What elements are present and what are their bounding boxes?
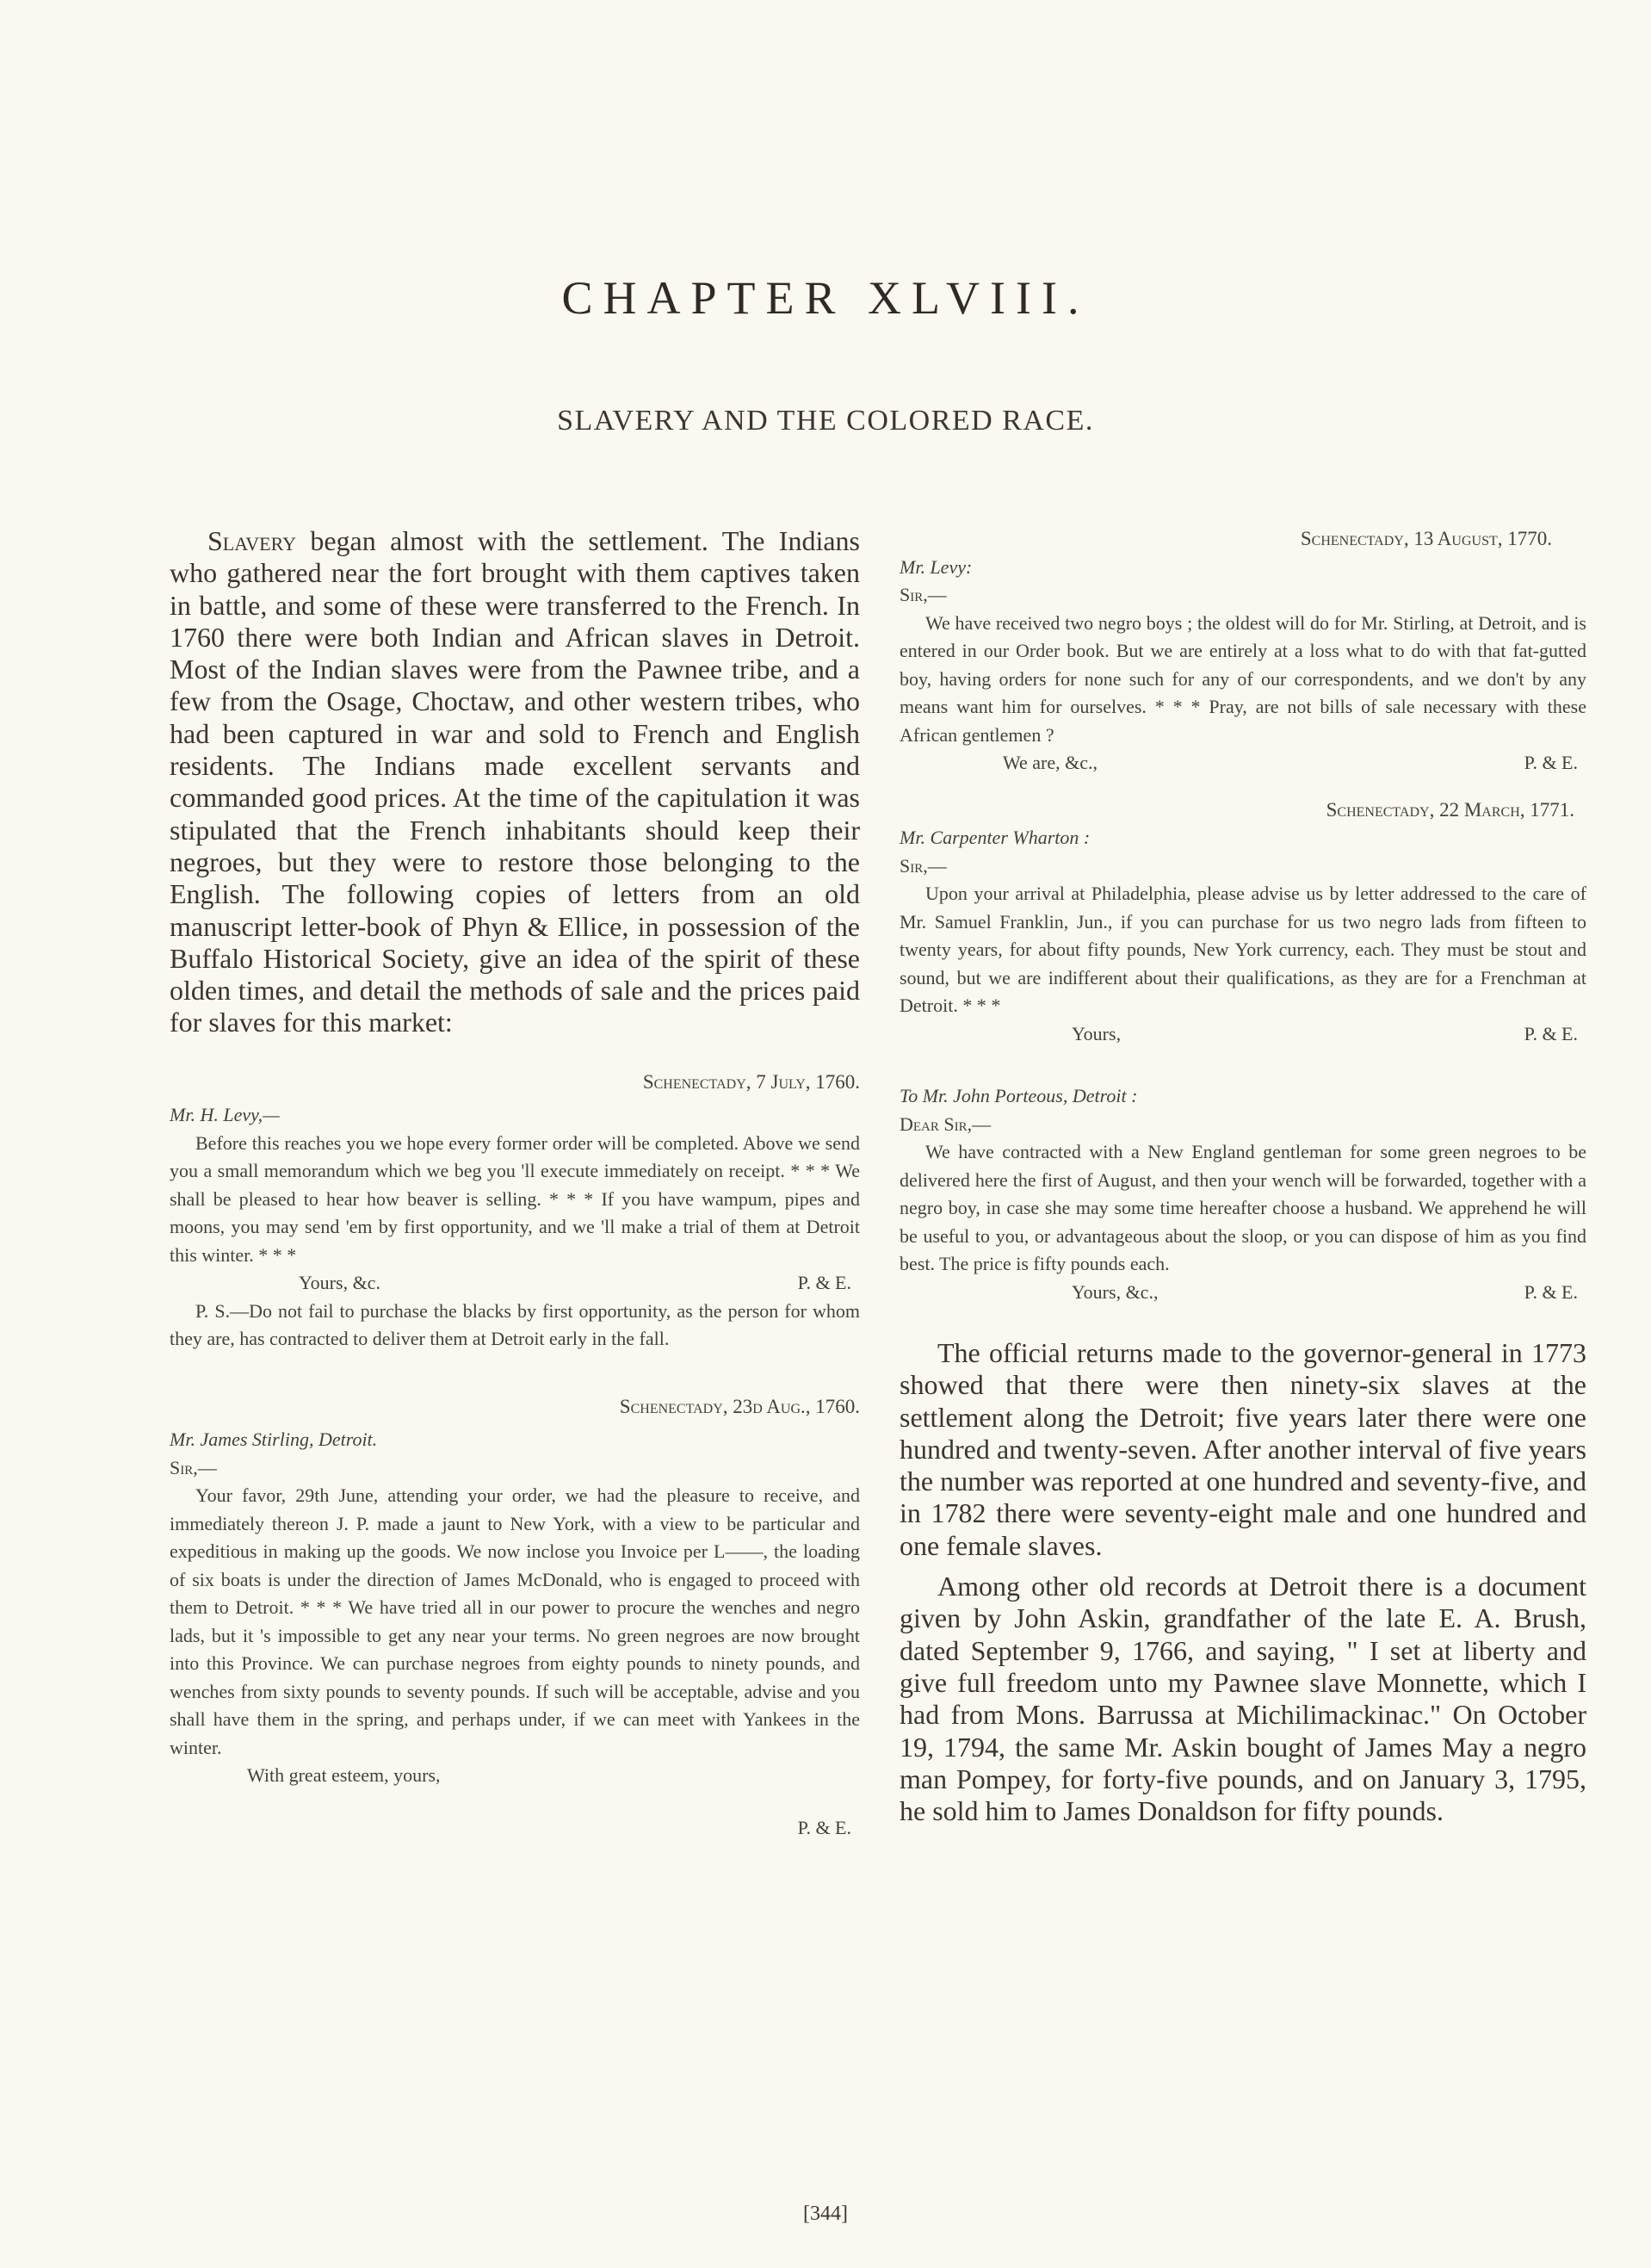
letter-wharton-1771 bbox=[900, 796, 1586, 1049]
letter-signoff bbox=[900, 749, 1586, 778]
letter-salutation: Sir,— bbox=[170, 1456, 217, 1478]
right-column bbox=[900, 525, 1586, 1827]
letter-signoff bbox=[900, 1279, 1586, 1307]
letter-closing: Yours, &c. bbox=[299, 1272, 380, 1294]
letter-addressee: To Mr. John Porteous, Detroit : bbox=[900, 1085, 1138, 1106]
letter-levy-1770 bbox=[900, 525, 1586, 778]
letter-porteous bbox=[900, 1082, 1586, 1306]
letter-body: We have contracted with a New England gentleman for some green negroes to be delivered here the first of August, and then your wench will be forwarded, together with a negro boy, in case she may some time hereafter choose a husband. We apprehend he will be useful to you, or advantageous about the sloop, or you can dispose of him as you find best. The price is fifty pounds each. bbox=[900, 1141, 1586, 1274]
letter-dateline: Schenectady, 13 August, 1770. bbox=[1300, 528, 1552, 549]
letter-signoff bbox=[170, 1269, 860, 1298]
letter-levy-1760 bbox=[170, 1069, 860, 1354]
intro-lead-word: Slavery bbox=[207, 525, 296, 556]
letter-signature: P. & E. bbox=[797, 1272, 851, 1294]
letter-closing: Yours, bbox=[1072, 1022, 1122, 1044]
letter-salutation: Dear Sir,— bbox=[900, 1112, 992, 1135]
letter-stirling-1760 bbox=[170, 1393, 860, 1843]
letter-dateline: Schenectady, 7 July, 1760. bbox=[642, 1070, 860, 1093]
letter-signature: P. & E. bbox=[797, 1816, 851, 1838]
closing-paragraph-1: The official returns made to the governor-general in 1773 showed that there were then ninety-six slaves at the settlement along the Detroit; five years later there were one hundred and twenty-seven. After another interval of five years the number was reported at one hundred and seventy-five, and in 1782 there were seventy-eight male and one hundred and one female slaves. bbox=[900, 1337, 1586, 1561]
letter-salutation: Sir,— bbox=[900, 854, 947, 877]
letter-addressee: Mr. Carpenter Wharton : bbox=[900, 827, 1091, 848]
letter-dateline: Schenectady, 22 March, 1771. bbox=[1326, 798, 1574, 821]
letter-addressee: Mr. H. Levy,— bbox=[170, 1104, 280, 1126]
intro-text: began almost with the settlement. The Indians who gathered near the fort brought with them captives taken in battle, and some of these were transferred to the French. In 1760 there were both Indian and African slaves in Detroit. Most of the Indian slaves were from the Pawnee tribe, and a few from the Osage, Choctaw, and other western tribes, who had been captured in war and sold to French and English residents. The Indians made excellent servants and commanded good prices. At the time of the capitulation it was stipulated that the French inhabitants should keep their negroes, but they were to restore those belonging to the English. The following copies of letters from an old manuscript letter-book of Phyn & Ellice, in possession of the Buffalo Historical Society, give an idea of the spirit of these olden times, and detail the methods of sale and the prices paid for slaves for this market: bbox=[170, 525, 860, 1038]
letter-closing: With great esteem, yours, bbox=[247, 1764, 441, 1787]
letter-signature: P. & E. bbox=[1524, 752, 1578, 773]
closing-paragraph-2: Among other old records at Detroit there is a document given by John Askin, grandfather of the late E. A. Brush, dated September 9, 1766, and saying, " I set at liberty and give full freedom unto my Pawnee slave Monnette, which I had from Mons. Barrussa at Michilimackinac." On October 19, 1794, the same Mr. Askin bought of James May a negro man Pompey, for forty-five pounds, and on January 3, 1795, he sold him to James Donaldson for fifty pounds. bbox=[900, 1571, 1586, 1827]
letter-signature: P. & E. bbox=[1524, 1022, 1578, 1044]
page-number: [344] bbox=[803, 2203, 848, 2225]
intro-paragraph bbox=[170, 525, 860, 1039]
letter-addressee: Mr. James Stirling, Detroit. bbox=[170, 1428, 378, 1451]
letter-signature: P. & E. bbox=[1524, 1280, 1578, 1303]
letter-addressee: Mr. Levy: bbox=[900, 555, 973, 578]
letter-signoff bbox=[900, 1020, 1586, 1049]
letter-postscript: P. S.—Do not fail to purchase the blacks by first opportunity, as the person for whom they are, has contracted to deliver them at Detroit early in the fall. bbox=[170, 1299, 860, 1350]
letter-salutation: Sir,— bbox=[900, 584, 947, 605]
letter-body: Before this reaches you we hope every former order will be completed. Above we send you a small memorandum which we beg you 'll execute immediately on receipt. * * * We shall be pleased to hear how beaver is selling. * * * If you have wampum, pipes and moons, you may send 'em by first opportunity, and we 'll make a trial of them at Detroit this winter. * * * bbox=[170, 1131, 860, 1266]
letter-closing: We are, &c., bbox=[1003, 752, 1098, 773]
letter-body: We have received two negro boys ; the oldest will do for Mr. Stirling, at Detroit, and is entered in our Order book. But we are entirely at a loss what to do with that fat-gutted boy, having orders for none such for any of our correspondents, and we don't by any means want him for ourselves. * * * Pray, are not bills of sale necessary with these African gentlemen ? bbox=[900, 611, 1586, 746]
chapter-subtitle: SLAVERY AND THE COLORED RACE. bbox=[557, 405, 1094, 437]
letter-body: Upon your arrival at Philadelphia, please advise us by letter addressed to the care of Mr. Samuel Franklin, Jun., if you can purchase for us two negro lads from fifteen to twenty years, for about fifty pounds, New York currency, each. They must be stout and sound, but we are indifferent about their qualifications, as they are for a Frenchman at Detroit. * * * bbox=[900, 883, 1586, 1016]
left-column bbox=[170, 525, 860, 1842]
letter-dateline: Schenectady, 23d Aug., 1760. bbox=[619, 1395, 860, 1417]
letter-body: Your favor, 29th June, attending your order, we had the pleasure to receive, and immediately thereon J. P. made a jaunt to New York, with a view to be particular and expeditious in making up the goods. We now inclose you Invoice per L——, the loading of six boats is under the direction of James McDonald, who is engaged to proceed with them to Detroit. * * * We have tried all in our power to procure the wenches and negro lads, but it 's impossible to get any near your terms. No green negroes are now brought into this Province. We can purchase negroes from eighty pounds to ninety pounds, and wenches from sixty pounds to seventy pounds. If such will be acceptable, advise and you shall have them in the spring, and perhaps under, if we can meet with Yankees in the winter. bbox=[170, 1484, 860, 1758]
chapter-title: CHAPTER XLVIII. bbox=[561, 272, 1090, 324]
letter-closing: Yours, &c., bbox=[1072, 1280, 1159, 1303]
